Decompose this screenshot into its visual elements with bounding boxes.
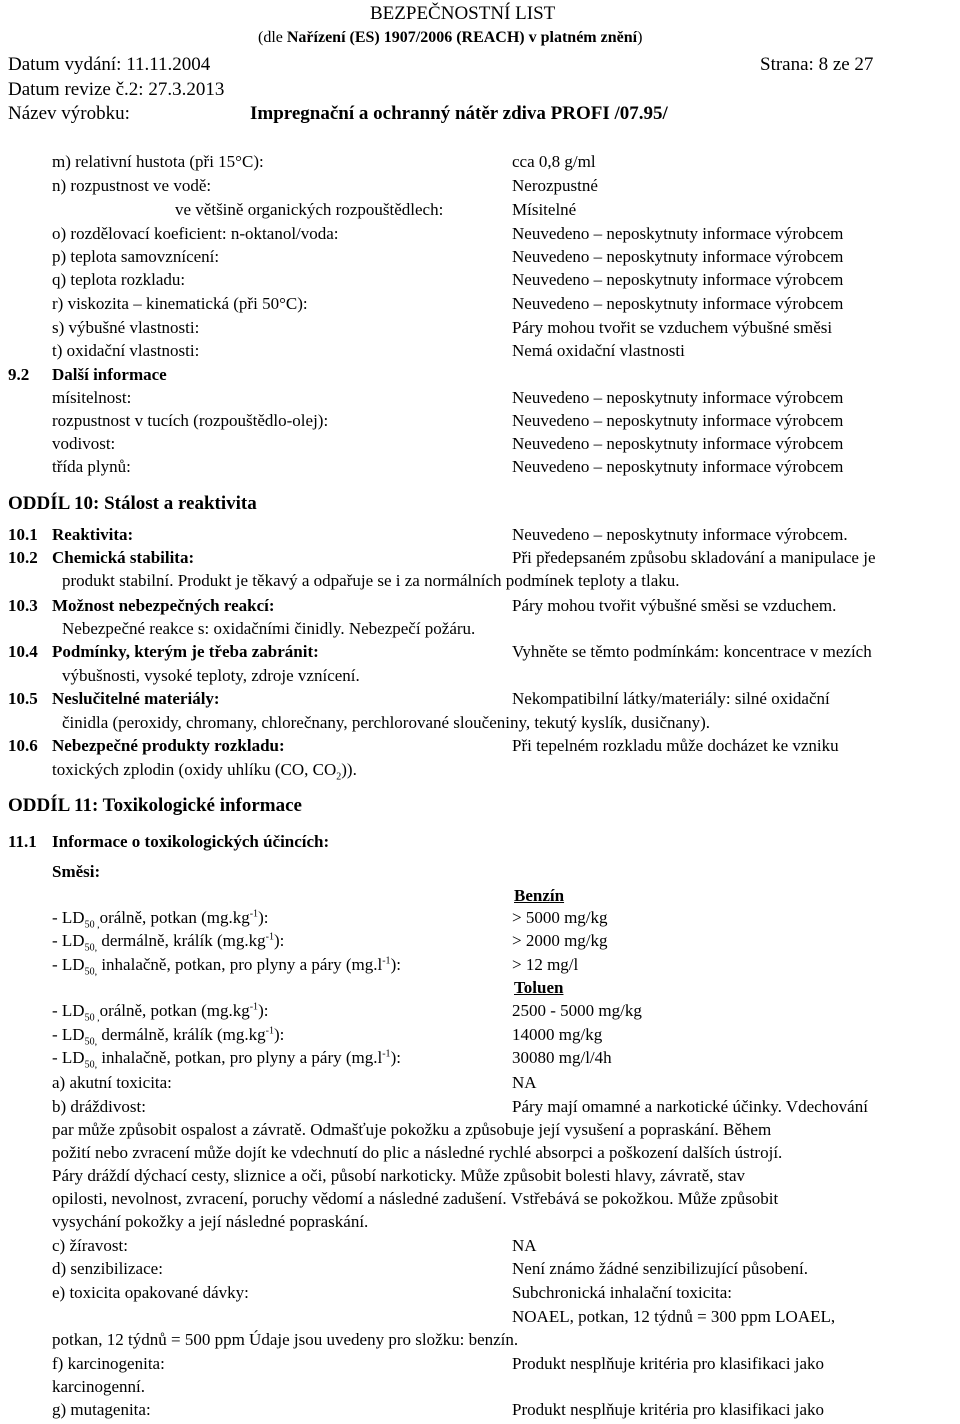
issue-date: Datum vydání: 11.11.2004: [8, 54, 211, 75]
item-value: Vyhněte se těmto podmínkám: koncentrace v mezích: [512, 642, 872, 661]
prop-value: Páry mohou tvořit se vzduchem výbušné směsi: [512, 318, 833, 337]
item-continuation: výbušnosti, vysoké teploty, zdroje vznícení.: [62, 666, 360, 685]
ld50-label: - $LD_{50 ,}orá\ln ě$, potkan $(mg.kg^{-1})$:: [52, 908, 269, 931]
tox-value: Páry mají omamné a narkotické účinky. Vdechování: [512, 1097, 868, 1116]
prop-value: Mísitelné: [512, 200, 577, 219]
item-continuation: produkt stabilní. Produkt je těkavý a odpařuje se i za normálních podmínek teploty a tlaku.: [62, 571, 680, 590]
ld50-label: - $LD_{50 ,}orá\ln ě$, potkan $(mg.kg^{-1})$:: [52, 1001, 269, 1024]
item-title: Možnost nebezpečných reakcí:: [52, 596, 275, 615]
tox-value: Produkt nesplňuje kritéria pro klasifikaci jako: [512, 1400, 825, 1419]
prop-value: Neuvedeno – neposkytnuty informace výrobcem: [512, 294, 844, 313]
ld50-value: > 2000 mg/kg: [512, 931, 608, 950]
info-value: Neuvedeno – neposkytnuty informace výrobcem: [512, 457, 844, 476]
info-label: mísitelnost:: [52, 388, 132, 407]
ld50-value: > 12 mg/l: [512, 955, 579, 974]
tox-value: NA: [512, 1073, 537, 1092]
mixtures-label: Směsi:: [52, 862, 101, 881]
item-number: 10.6: [8, 736, 38, 755]
item-title: Neslučitelné materiály:: [52, 689, 220, 708]
prop-value: Neuvedeno – neposkytnuty informace výrobcem: [512, 247, 844, 266]
section-9-2-number: 9.2: [8, 365, 30, 384]
prop-label: n) rozpustnost ve vodě:: [52, 176, 212, 195]
benzene-heading: Benzín: [514, 886, 565, 905]
tox-label: a) akutní toxicita:: [52, 1073, 172, 1092]
item-continuation: toxických zplodin (oxidy uhlíku (CO, $CO_2$)).: [52, 760, 357, 783]
item-value: Při tepelném rozkladu může docházet ke vzniku: [512, 736, 839, 755]
paragraph-line: par může způsobit ospalost a závratě. Odmašťuje pokožku a způsobuje její vysušení a popraskání. Během: [52, 1120, 772, 1139]
tox-label: g) mutagenita:: [52, 1400, 151, 1419]
item-value: Neuvedeno – neposkytnuty informace výrobcem.: [512, 525, 848, 544]
ld50-label: - $LD_{50,}$ dermálně, králík $(mg.kg^{-1})$:: [52, 931, 285, 954]
paragraph-line: opilosti, nevolnost, zvracení, poruchy vědomí a následné zadušení. Vstřebává se pokožkou. Může způsobit: [52, 1189, 779, 1208]
info-value: Neuvedeno – neposkytnuty informace výrobcem: [512, 388, 844, 407]
prop-value: Neuvedeno – neposkytnuty informace výrobcem: [512, 224, 844, 243]
item-number: 10.5: [8, 689, 38, 708]
item-title: Nebezpečné produkty rozkladu:: [52, 736, 285, 755]
item-value: Nekompatibilní látky/materiály: silné oxidační: [512, 689, 830, 708]
tox-value: NA: [512, 1236, 537, 1255]
prop-label: r) viskozita – kinematická (při 50°C):: [52, 294, 308, 313]
ld50-label: - $LD_{50,}$ inhalačně, potkan, pro plyny a páry $(mg.l^{-1})$:: [52, 1048, 401, 1071]
ld50-label: - $LD_{50,}$ dermálně, králík $(mg.kg^{-1})$:: [52, 1025, 285, 1048]
prop-value: cca 0,8 g/ml: [512, 152, 596, 171]
item-title: Chemická stabilita:: [52, 548, 195, 567]
item-value: Páry mohou tvořit výbušné směsi se vzduchem.: [512, 596, 837, 615]
product-name: Impregnační a ochranný nátěr zdiva PROFI /07.95/: [250, 103, 668, 124]
page-number: Strana: 8 ze 27: [760, 54, 874, 75]
info-label: vodivost:: [52, 434, 116, 453]
paragraph-line: vysychání pokožky a její následné popraskání.: [52, 1212, 369, 1231]
ld50-label: - $LD_{50,}$ inhalačně, potkan, pro plyny a páry $(mg.l^{-1})$:: [52, 955, 401, 978]
tox-value: Subchronická inhalační toxicita:: [512, 1283, 732, 1302]
info-label: rozpustnost v tucích (rozpouštědlo-olej):: [52, 411, 329, 430]
product-label: Název výrobku:: [8, 103, 130, 124]
item-title: Reaktivita:: [52, 525, 134, 544]
item-number: 10.4: [8, 642, 38, 661]
prop-label: o) rozdělovací koeficient: n-oktanol/voda:: [52, 224, 339, 243]
item-continuation: činidla (peroxidy, chromany, chlorečnany, perchlorované sloučeniny, tekutý kyslík, dusičnany).: [62, 713, 711, 732]
regulation-subtitle: (dle Nařízení (ES) 1907/2006 (REACH) v platném znění): [258, 29, 643, 46]
item-title: Informace o toxikologických účincích:: [52, 832, 330, 851]
revision-date: Datum revize č.2: 27.3.2013: [8, 79, 225, 100]
prop-label: ve většině organických rozpouštědlech:: [175, 200, 444, 219]
info-label: třída plynů:: [52, 457, 131, 476]
tox-value: NOAEL, potkan, 12 týdnů = 300 ppm LOAEL,: [512, 1307, 836, 1326]
tox-label: f) karcinogenita:: [52, 1354, 165, 1373]
tox-label: e) toxicita opakované dávky:: [52, 1283, 249, 1302]
document-title: BEZPEČNOSTNÍ LIST: [370, 3, 556, 24]
paragraph-line: potkan, 12 týdnů = 500 ppm Údaje jsou uvedeny pro složku: benzín.: [52, 1330, 519, 1349]
prop-label: p) teplota samovznícení:: [52, 247, 220, 266]
toluene-heading: Toluen: [514, 978, 564, 997]
ld50-value: 30080 mg/l/4h: [512, 1048, 612, 1067]
prop-value: Nerozpustné: [512, 176, 598, 195]
info-value: Neuvedeno – neposkytnuty informace výrobcem: [512, 434, 844, 453]
item-number: 10.1: [8, 525, 38, 544]
info-value: Neuvedeno – neposkytnuty informace výrobcem: [512, 411, 844, 430]
paragraph-line: požití nebo zvracení může dojít ke vdechnutí do plic a následné rychlé absorpci a poškození dalších ústrojí.: [52, 1143, 783, 1162]
tox-label: b) dráždivost:: [52, 1097, 146, 1116]
tox-value: Produkt nesplňuje kritéria pro klasifikaci jako: [512, 1354, 825, 1373]
section-9-2-title: Další informace: [52, 365, 167, 384]
item-title: Podmínky, kterým je třeba zabránit:: [52, 642, 319, 661]
item-number: 10.3: [8, 596, 38, 615]
prop-label: s) výbušné vlastnosti:: [52, 318, 200, 337]
section-11-heading: ODDÍL 11: Toxikologické informace: [8, 795, 302, 816]
tox-value: Není známo žádné senzibilizující působení.: [512, 1259, 808, 1278]
item-number: 10.2: [8, 548, 38, 567]
item-value: Při předepsaném způsobu skladování a manipulace je: [512, 548, 876, 567]
prop-label: t) oxidační vlastnosti:: [52, 341, 200, 360]
prop-value: Neuvedeno – neposkytnuty informace výrobcem: [512, 270, 844, 289]
prop-label: q) teplota rozkladu:: [52, 270, 186, 289]
tox-label: d) senzibilizace:: [52, 1259, 163, 1278]
prop-value: Nemá oxidační vlastnosti: [512, 341, 685, 360]
ld50-value: > 5000 mg/kg: [512, 908, 608, 927]
ld50-value: 14000 mg/kg: [512, 1025, 603, 1044]
ld50-value: 2500 - 5000 mg/kg: [512, 1001, 642, 1020]
item-number: 11.1: [8, 832, 37, 851]
paragraph-line: Páry dráždí dýchací cesty, sliznice a oči, působí narkoticky. Může způsobit bolesti hlavy, závratě, stav: [52, 1166, 745, 1185]
section-10-heading: ODDÍL 10: Stálost a reaktivita: [8, 493, 257, 514]
prop-label: m) relativní hustota (při 15°C):: [52, 152, 264, 171]
item-continuation: Nebezpečné reakce s: oxidačními činidly. Nebezpečí požáru.: [62, 619, 476, 638]
tox-label: c) žíravost:: [52, 1236, 128, 1255]
paragraph-line: karcinogenní.: [52, 1377, 145, 1396]
